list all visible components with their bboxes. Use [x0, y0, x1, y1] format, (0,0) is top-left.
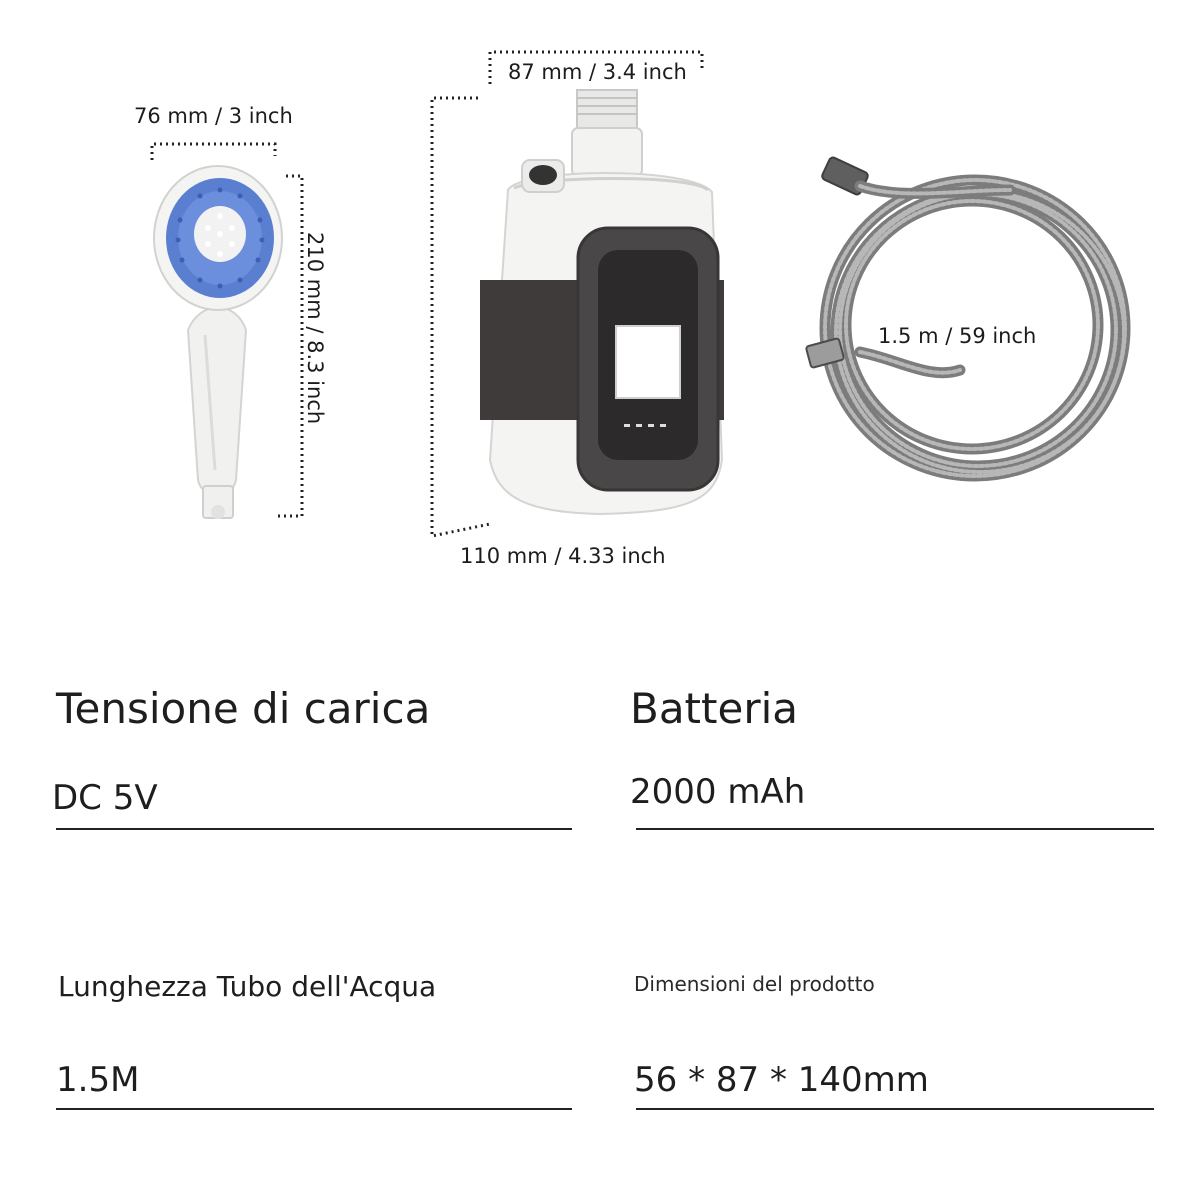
- spec-divider: [56, 1108, 572, 1110]
- pump-bottom-width-label: 110 mm / 4.33 inch: [460, 544, 666, 568]
- spec-value-hose-length: 1.5M: [56, 1060, 140, 1100]
- hose-length-label: 1.5 m / 59 inch: [878, 324, 1037, 348]
- spec-label-battery: Batteria: [630, 684, 798, 733]
- showerhead-image: [154, 166, 282, 519]
- spec-divider: [636, 1108, 1154, 1110]
- pump-top-width-label: 87 mm / 3.4 inch: [508, 60, 687, 84]
- shower-pump-image: [480, 90, 724, 514]
- spec-label-product-dimensions: Dimensioni del prodotto: [634, 972, 875, 996]
- spec-divider: [636, 828, 1154, 830]
- spec-value-battery: 2000 mAh: [630, 772, 806, 812]
- hose-image: [806, 156, 1125, 476]
- spec-label-hose-length: Lunghezza Tubo dell'Acqua: [58, 970, 437, 1003]
- spec-label-charging-voltage: Tensione di carica: [56, 684, 431, 733]
- spec-divider: [56, 828, 572, 830]
- showerhead-height-label: 210 mm / 8.3 inch: [303, 232, 327, 425]
- showerhead-width-label: 76 mm / 3 inch: [134, 104, 293, 128]
- spec-value-charging-voltage: DC 5V: [52, 778, 158, 818]
- spec-value-product-dimensions: 56 * 87 * 140mm: [634, 1060, 929, 1100]
